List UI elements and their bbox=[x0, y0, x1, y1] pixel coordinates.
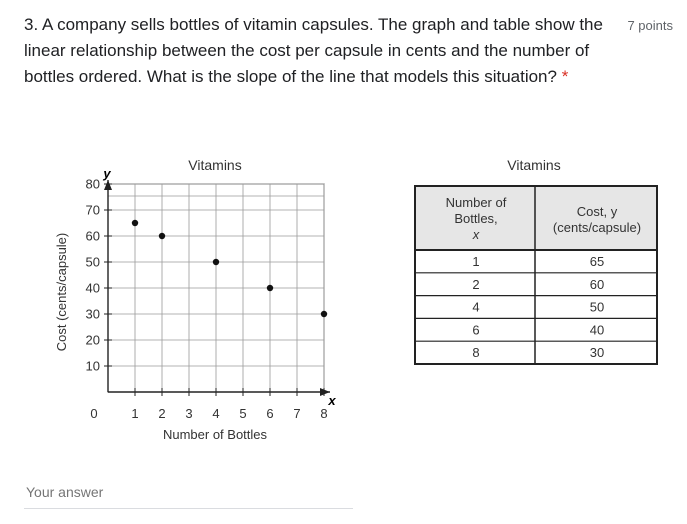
header-x-line: Number of bbox=[445, 195, 507, 210]
origin-label: 0 bbox=[90, 406, 98, 421]
x-tick-label: 8 bbox=[320, 406, 328, 421]
answer-input[interactable] bbox=[24, 476, 353, 509]
y-tick-label: 20 bbox=[85, 332, 100, 348]
y-tick-label: 40 bbox=[85, 280, 100, 296]
question-body: 3. A company sells bottles of vitamin capsules. The graph and table show the linear relationship between the cost per capsule in cents and the number of bottles ordered. What is the slope of the line that models this situation? bbox=[24, 15, 603, 86]
question-text bbox=[24, 12, 614, 90]
chart-grid bbox=[108, 184, 324, 392]
required-asterisk: * bbox=[561, 67, 569, 86]
cell-bottles: 6 bbox=[472, 322, 480, 338]
data-point bbox=[267, 285, 273, 291]
x-tick-labels bbox=[131, 388, 327, 421]
table-rows bbox=[415, 254, 657, 360]
y-tick-label: 60 bbox=[85, 228, 100, 244]
y-tick-label: 30 bbox=[85, 306, 100, 322]
header-y-line: Cost, y bbox=[576, 204, 618, 219]
y-tick-label: 70 bbox=[85, 202, 100, 218]
header-y-line: (cents/capsule) bbox=[552, 220, 642, 235]
data-point bbox=[132, 220, 138, 226]
x-tick-label: 2 bbox=[158, 406, 166, 421]
x-tick-label: 6 bbox=[266, 406, 274, 421]
cell-bottles: 1 bbox=[472, 254, 480, 269]
cell-bottles: 8 bbox=[472, 345, 480, 361]
scatter-chart bbox=[54, 157, 336, 442]
cell-cost: 40 bbox=[589, 322, 605, 338]
chart-title: Vitamins bbox=[188, 157, 242, 173]
cell-cost: 50 bbox=[589, 299, 605, 315]
y-axis-arrow bbox=[104, 180, 112, 190]
cell-bottles: 2 bbox=[472, 276, 480, 292]
data-points bbox=[132, 220, 327, 317]
cell-cost: 30 bbox=[589, 345, 605, 361]
x-tick-label: 5 bbox=[239, 406, 247, 421]
y-tick-label: 10 bbox=[85, 358, 100, 374]
x-tick-label: 3 bbox=[185, 406, 193, 421]
x-axis-label: Number of Bottles bbox=[162, 427, 268, 442]
points-label: 7 points bbox=[627, 18, 673, 33]
cell-cost: 65 bbox=[589, 254, 605, 269]
cell-cost: 60 bbox=[589, 276, 605, 292]
x-tick-label: 1 bbox=[131, 406, 139, 421]
y-axis-label: Cost (cents/capsule) bbox=[54, 232, 69, 352]
data-table bbox=[415, 157, 657, 364]
data-point bbox=[159, 233, 165, 239]
y-tick-label: 50 bbox=[85, 254, 100, 270]
data-point bbox=[321, 311, 327, 317]
cell-bottles: 4 bbox=[472, 299, 480, 315]
y-tick-label: 80 bbox=[85, 176, 100, 192]
x-tick-label: 7 bbox=[293, 406, 301, 421]
y-axis-letter: y bbox=[103, 166, 111, 181]
x-tick-label: 4 bbox=[212, 406, 220, 421]
data-point bbox=[213, 259, 219, 265]
table-title: Vitamins bbox=[507, 157, 561, 173]
header-x-line: Bottles, bbox=[454, 211, 498, 226]
header-x-line: x bbox=[472, 227, 480, 242]
question-figure bbox=[0, 148, 687, 448]
x-axis-letter: x bbox=[328, 393, 336, 408]
